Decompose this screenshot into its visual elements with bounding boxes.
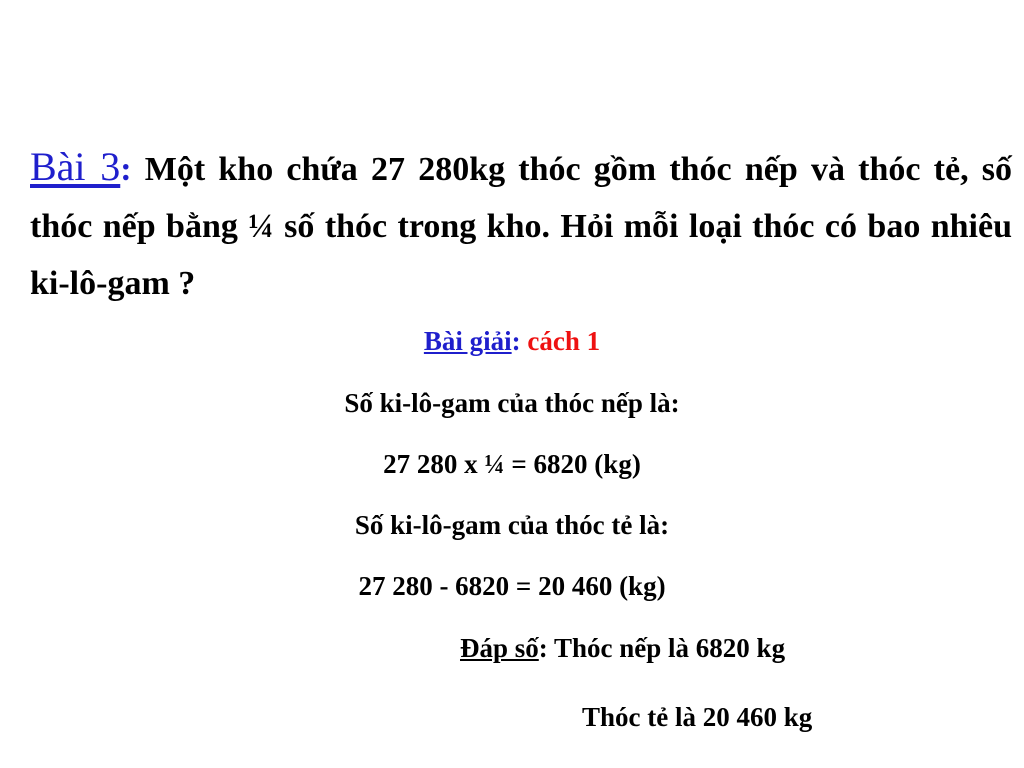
step1-text: Số ki-lô-gam của thóc nếp là:: [344, 388, 680, 418]
solution-heading-colon: :: [511, 326, 521, 356]
problem-text: Một kho chứa 27 280kg thóc gồm thóc nếp và thóc tẻ, số thóc nếp bằng ¼ số thóc trong kho. Hỏi mỗi loại thóc có bao nhiêu ki-lô-gam ?: [30, 151, 1013, 302]
answer-text-1: : Thóc nếp là 6820 kg: [538, 633, 786, 663]
solution-heading: [0, 326, 1024, 357]
step2-calculation: 27 280 - 6820 = 20 460 (kg): [358, 571, 666, 601]
step2-text: Số ki-lô-gam của thóc tẻ là:: [354, 510, 670, 540]
problem-title-colon: :: [120, 151, 132, 188]
problem-title: Bài 3: [30, 144, 121, 189]
answer-line-2: Thóc tẻ là 20 460 kg: [582, 702, 813, 732]
solution-heading-label: Bài giải: [423, 326, 512, 356]
answer-label: Đáp số: [460, 633, 539, 663]
answer-line-1: [460, 633, 785, 664]
solution-method: cách 1: [520, 326, 601, 356]
problem-statement: [30, 138, 1012, 312]
step1-calculation: 27 280 x ¼ = 6820 (kg): [383, 449, 641, 479]
